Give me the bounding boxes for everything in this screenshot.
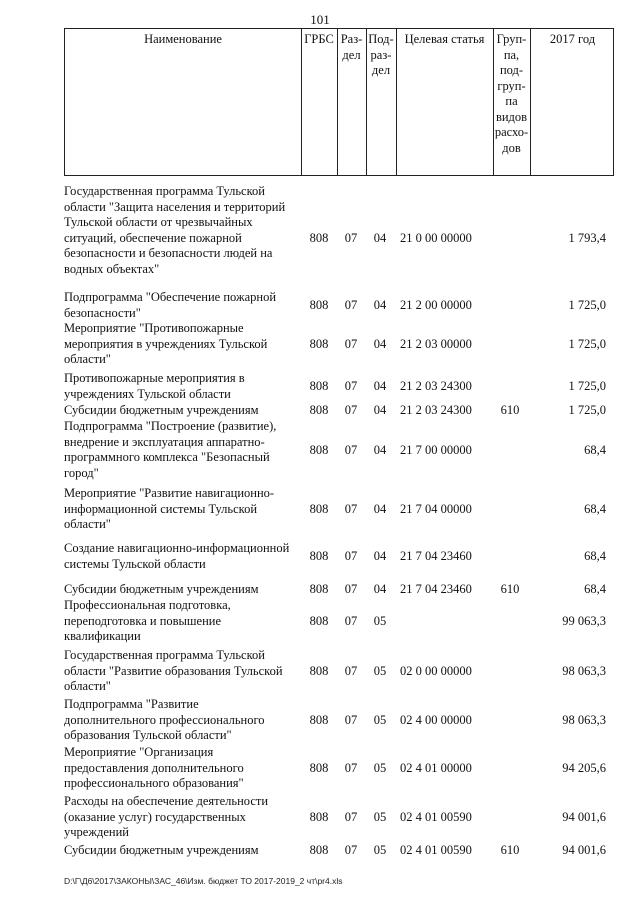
header-group-line: па <box>505 94 518 108</box>
row-name: Мероприятие "Противопожарные мероприятия в учреждениях Тульской области" <box>64 321 268 366</box>
row-amount: 98 063,3 <box>562 713 606 727</box>
row-razdel: 07 <box>344 843 358 857</box>
row-podrazdel: 05 <box>373 843 387 857</box>
row-name: Субсидии бюджетным учреждениям <box>64 843 259 857</box>
row-target: 21 2 03 24300 <box>400 403 472 417</box>
row-razdel: 07 <box>344 443 358 457</box>
row-grbs: 808 <box>309 502 329 516</box>
row-razdel: 07 <box>344 664 358 678</box>
row-podrazdel: 04 <box>373 582 387 596</box>
row-grbs: 808 <box>309 337 329 351</box>
row-target: 21 2 00 00000 <box>400 298 472 312</box>
row-podrazdel: 04 <box>373 549 387 563</box>
header-group <box>493 32 530 156</box>
row-podrazdel: 05 <box>373 664 387 678</box>
row-name: Мероприятие "Развитие навигационно-информационной системы Тульской области" <box>64 486 275 531</box>
row-target: 21 2 03 24300 <box>400 379 472 393</box>
row-razdel: 07 <box>344 549 358 563</box>
row-name: Государственная программа Тульской области "Защита населения и территорий Тульской области от чрезвычайных ситуаций, обеспечение пожарной безопасности и безопасности людей на водных объектах" <box>64 184 286 276</box>
row-podrazdel: 04 <box>373 298 387 312</box>
header-group-line: груп- <box>497 78 526 93</box>
row-grbs: 808 <box>309 443 329 457</box>
table-header <box>64 28 614 176</box>
row-grbs: 808 <box>309 843 329 857</box>
header-podrazdel-line: Под- <box>368 32 394 46</box>
row-target: 21 7 00 00000 <box>400 443 472 457</box>
row-name: Подпрограмма "Построение (развитие), внедрение и эксплуатация аппаратно-программного комплекса "Безопасный город" <box>64 419 277 480</box>
header-group-line: видов <box>495 109 528 124</box>
row-target: 21 7 04 23460 <box>400 549 472 563</box>
column-divider <box>301 29 302 175</box>
row-grbs: 808 <box>309 231 329 245</box>
row-name: Субсидии бюджетным учреждениям <box>64 582 259 596</box>
row-grbs: 808 <box>309 614 329 628</box>
row-razdel: 07 <box>344 810 358 824</box>
row-grbs: 808 <box>309 298 329 312</box>
header-group-line: дов <box>502 140 521 155</box>
header-razdel-line: Раз- <box>340 32 363 46</box>
row-name: Субсидии бюджетным учреждениям <box>64 403 259 417</box>
file-path-footer: D:\Г\Д6\2017\ЗАКОНЫ\ЗАС_46\Изм. бюджет ТО 2017-2019_2 чт\pr4.xls <box>64 876 343 886</box>
header-year: 2017 год <box>549 32 596 46</box>
row-grbs: 808 <box>309 403 329 417</box>
row-grbs: 808 <box>309 761 329 775</box>
column-divider <box>530 29 531 175</box>
row-expense-group: 610 <box>500 843 520 857</box>
row-grbs: 808 <box>309 582 329 596</box>
header-podrazdel <box>366 32 396 79</box>
row-razdel: 07 <box>344 403 358 417</box>
row-podrazdel: 05 <box>373 614 387 628</box>
header-group-line: па, <box>503 47 520 62</box>
row-amount: 68,4 <box>584 443 606 457</box>
header-grbs: ГРБС <box>304 32 334 46</box>
row-amount: 68,4 <box>584 549 606 563</box>
row-grbs: 808 <box>309 549 329 563</box>
row-name: Государственная программа Тульской области "Развитие образования Тульской области" <box>64 648 283 693</box>
row-expense-group: 610 <box>500 582 520 596</box>
row-razdel: 07 <box>344 337 358 351</box>
column-divider <box>396 29 397 175</box>
row-grbs: 808 <box>309 664 329 678</box>
row-amount: 99 063,3 <box>562 614 606 628</box>
row-name: Мероприятие "Организация предоставления дополнительного профессионального образования" <box>64 745 244 790</box>
row-podrazdel: 05 <box>373 810 387 824</box>
row-amount: 68,4 <box>584 582 606 596</box>
row-name: Расходы на обеспечение деятельности (оказание услуг) государственных учреждений <box>64 794 269 839</box>
header-name: Наименование <box>144 32 222 46</box>
row-amount: 1 725,0 <box>568 379 606 393</box>
row-target: 21 7 04 00000 <box>400 502 472 516</box>
row-name: Создание навигационно-информационной системы Тульской области <box>64 541 290 571</box>
row-podrazdel: 04 <box>373 231 387 245</box>
row-name: Профессиональная подготовка, переподготовка и повышение квалификации <box>64 598 231 643</box>
row-razdel: 07 <box>344 502 358 516</box>
row-podrazdel: 05 <box>373 761 387 775</box>
row-grbs: 808 <box>309 713 329 727</box>
row-razdel: 07 <box>344 298 358 312</box>
row-razdel: 07 <box>344 614 358 628</box>
row-razdel: 07 <box>344 379 358 393</box>
header-target: Целевая статья <box>404 32 485 46</box>
row-razdel: 07 <box>344 761 358 775</box>
header-group-line: расхо- <box>494 125 529 139</box>
row-target: 02 4 01 00000 <box>400 761 472 775</box>
row-target: 02 4 00 00000 <box>400 713 472 727</box>
row-podrazdel: 04 <box>373 337 387 351</box>
row-podrazdel: 04 <box>373 379 387 393</box>
row-target: 21 7 04 23460 <box>400 582 472 596</box>
header-group-line: Груп- <box>496 32 527 46</box>
row-target: 21 2 03 00000 <box>400 337 472 351</box>
row-amount: 94 001,6 <box>562 843 606 857</box>
row-target: 02 4 01 00590 <box>400 843 472 857</box>
row-name: Подпрограмма "Развитие дополнительного профессионального образования Тульской области" <box>64 697 265 742</box>
row-razdel: 07 <box>344 713 358 727</box>
row-grbs: 808 <box>309 810 329 824</box>
row-amount: 1 725,0 <box>568 337 606 351</box>
row-amount: 98 063,3 <box>562 664 606 678</box>
row-podrazdel: 04 <box>373 502 387 516</box>
row-podrazdel: 04 <box>373 443 387 457</box>
row-razdel: 07 <box>344 582 358 596</box>
row-amount: 1 725,0 <box>568 298 606 312</box>
header-razdel <box>337 32 366 63</box>
row-expense-group: 610 <box>500 403 520 417</box>
row-target: 21 0 00 00000 <box>400 231 472 245</box>
row-amount: 68,4 <box>584 502 606 516</box>
header-razdel-line: дел <box>342 47 361 62</box>
row-target: 02 0 00 00000 <box>400 664 472 678</box>
page-number: 101 <box>310 12 330 27</box>
row-amount: 1 725,0 <box>568 403 606 417</box>
header-group-line: под- <box>499 63 524 77</box>
header-podrazdel-line: дел <box>371 63 391 77</box>
row-amount: 94 001,6 <box>562 810 606 824</box>
row-target: 02 4 01 00590 <box>400 810 472 824</box>
row-razdel: 07 <box>344 231 358 245</box>
row-grbs: 808 <box>309 379 329 393</box>
row-podrazdel: 04 <box>373 403 387 417</box>
row-podrazdel: 05 <box>373 713 387 727</box>
header-podrazdel-line: раз- <box>370 47 392 62</box>
row-name: Подпрограмма "Обеспечение пожарной безопасности" <box>64 290 277 320</box>
row-name: Противопожарные мероприятия в учреждениях Тульской области <box>64 371 245 401</box>
row-amount: 1 793,4 <box>568 231 606 245</box>
row-amount: 94 205,6 <box>562 761 606 775</box>
